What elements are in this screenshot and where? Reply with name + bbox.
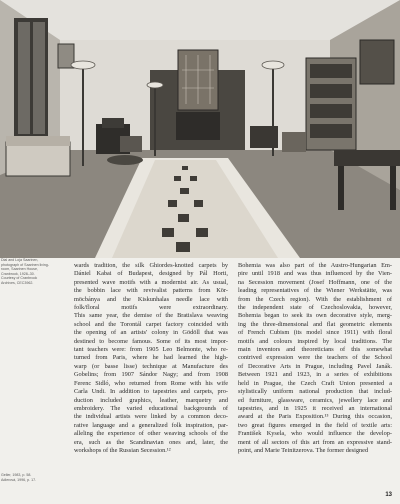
caption-line: Courtesy of Cranbrook (1, 276, 38, 281)
text-line: Bohemia began to seek its own decorative style, merg- (238, 312, 392, 320)
figure-caption (1, 258, 67, 286)
text-line: of Decorative Arts in Prague, including Pavel Janák. (238, 362, 392, 370)
text-line: turned from Paris, where he had learned the high- (74, 354, 228, 362)
text-line: This same year, the demise of the Bratislava weaving (74, 312, 228, 320)
text-line: leading representatives of the Wiener Werkstätte, was (238, 287, 392, 295)
text-line: school and the Torontál carpet factory coincided with (74, 320, 228, 328)
caption-line: Dial and Loja Saarinen, (1, 258, 39, 262)
text-line: Gobelins; from 1907 Sándor Nagy; and from 1908 (74, 371, 228, 379)
text-line: ed furniture, glassware, ceramics, jewellery lace and (238, 396, 392, 404)
caption-line: room, Saarinen House, (1, 267, 38, 272)
text-line: tant teachers were: from 1905 Leo Belmonte, who re- (74, 346, 228, 354)
caption-line: Cranbrook, 1928–30. (1, 271, 35, 276)
text-column-left (74, 262, 228, 455)
text-line: tapestries, and in 1925 it received an international (238, 404, 392, 412)
text-line: Carla Undi. In addition to tapestries and carpets, pro- (74, 388, 228, 396)
text-line: destined to become famous. Some of its most impor- (74, 337, 228, 345)
caption-line: photograph of Saarinen living- (1, 262, 49, 267)
footnote: Adlerová, 1996, p. 17. (1, 478, 37, 482)
text-line: ing the three-dimensional and flat geometric elements (238, 320, 392, 328)
text-line: the opening of an artists' colony in Gödöll that was (74, 329, 228, 337)
text-column-right (238, 262, 392, 455)
text-line: na Secession movement (Josef Hoffmann, one of the (238, 278, 392, 286)
text-line: alleling the experience of other weaving schools of the (74, 430, 228, 438)
text-line: folk/floral motifs were extraordinary. (74, 304, 228, 312)
page-number: 13 (385, 492, 392, 498)
text-line: Ferenc Sidló, who returned from Rome with his wife (74, 379, 228, 387)
text-line: embroidery. The varied educational backgrounds of (74, 404, 228, 412)
text-line: warp (or basse lisse) technique at Manufacture des (74, 362, 228, 370)
text-line: from the Czech region). With the establishment of (238, 295, 392, 303)
text-line: presented wave motifs with a modernist air. As usual, (74, 278, 228, 286)
text-line: Dániel Kabai of Budapest, designed by Pál Horti, (74, 270, 228, 278)
text-line: Bohemia was also part of the Austro-Hungarian Em- (238, 262, 392, 269)
text-line: motifs and colours inspired by local traditions. The (238, 337, 392, 345)
text-line: möcbánya and the Kiskunhalas needle lace with (74, 295, 228, 303)
text-line: point, and Marie Teinitzerova. The former designed (238, 446, 369, 454)
text-line: contrived expression were the teachers of the School (238, 354, 392, 362)
text-line: held in Prague, the Czech Craft Union presented a (238, 379, 392, 387)
text-line: two great figures emerged in the field of textile arts: (238, 421, 392, 429)
text-line: wards tradition, the silk Ghiordes-knotted carpets by (74, 262, 228, 269)
text-line: František Kysela, who would influence the develop- (238, 430, 392, 438)
text-line: Between 1921 and 1923, in a series of exhibitions (238, 371, 392, 379)
text-line: the independent state of Czechoslovakia, however, (238, 304, 392, 312)
text-line: main inventors and theoreticians of this somewhat (238, 346, 392, 354)
text-line: workshops of the Russian Secession.¹² (74, 446, 171, 454)
text-line: ment of all sectors of this art from an expressive stand- (238, 438, 392, 446)
text-line: of French Cubism (its model since 1911) with floral (238, 329, 392, 337)
text-line: the bobbin lace with revivalist patterns from Kör- (74, 287, 228, 295)
caption-line: Archives, CEC3962. (1, 280, 34, 285)
text-line: era, such as the Scandinavian ones and, later, the (74, 438, 228, 446)
footnote: Geller, 1983, p. 58. (1, 473, 32, 477)
text-line: award at the Paris Exposition.¹³ During this occasion, (238, 413, 392, 421)
text-line: stylistically uniform national production that includ- (238, 388, 392, 396)
footnotes (1, 473, 67, 483)
text-line: the individual artists were linked by a common deco- (74, 413, 228, 421)
text-line: pire until 1918 and was thus influenced by the Vien- (238, 270, 392, 278)
text-line: duction included graphics, leather, marquetry and (74, 396, 228, 404)
text-line: rative language and a generalized folk inspiration, par- (74, 421, 228, 429)
